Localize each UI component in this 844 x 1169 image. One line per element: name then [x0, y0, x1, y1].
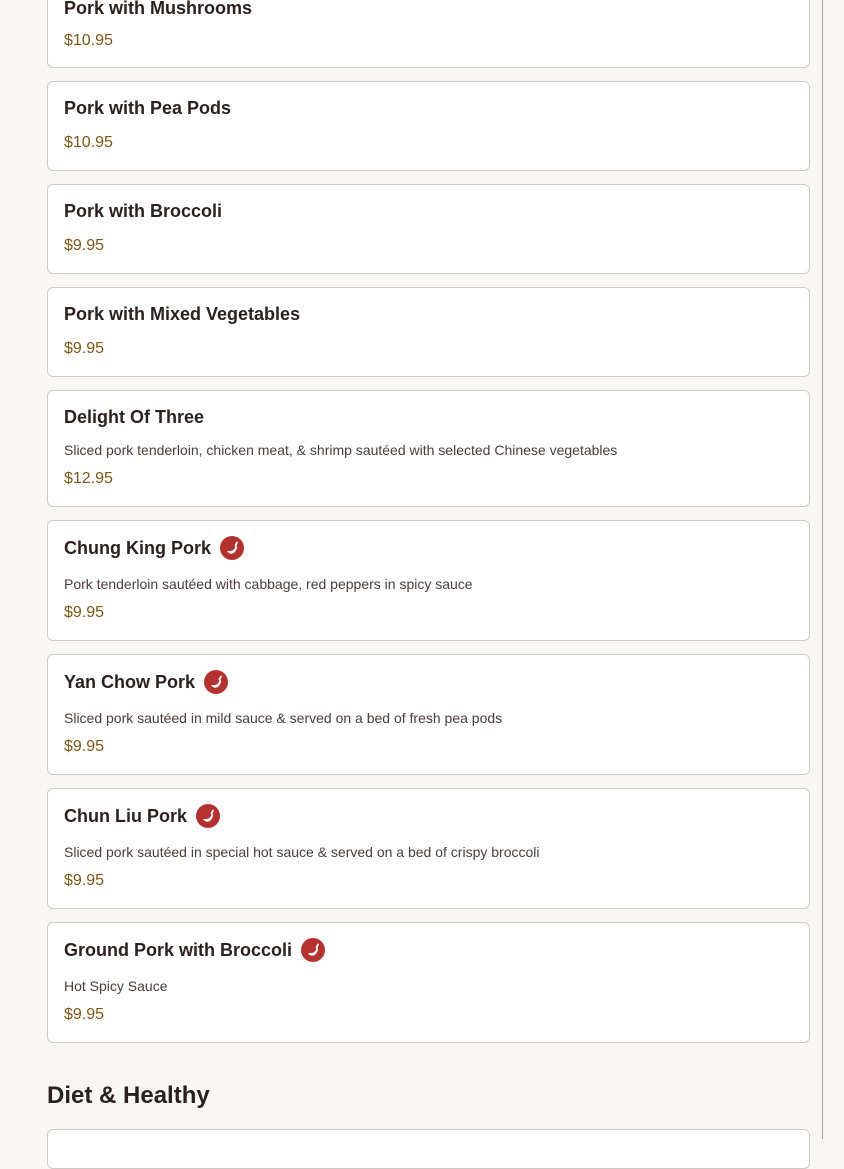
- chili-pepper-icon: [301, 938, 325, 962]
- menu-item-name: Delight Of Three: [64, 407, 205, 427]
- menu-item-card[interactable]: [47, 654, 810, 775]
- menu-item-name: Yan Chow Pork: [64, 671, 196, 692]
- menu-item-price: $9.95: [64, 340, 105, 357]
- menu-item-description: Hot Spicy Sauce: [64, 978, 168, 994]
- menu-item-name: Pork with Mixed Vegetables: [64, 304, 301, 324]
- chili-pepper-icon: [196, 804, 220, 828]
- menu-item-price: $9.95: [64, 1006, 105, 1023]
- menu-item-name-row: [64, 938, 325, 962]
- section-heading: Diet & Healthy: [47, 1082, 210, 1109]
- menu-item-name: Chung King Pork: [64, 537, 211, 558]
- menu-item-price: $9.95: [64, 872, 105, 889]
- menu-item-name: Chun Liu Pork: [64, 805, 187, 826]
- page-divider: [822, 0, 823, 1139]
- menu-item-price: $10.95: [64, 134, 113, 151]
- menu-item-description: Sliced pork tenderloin, chicken meat, & shrimp sautéed with selected Chinese vegetables: [64, 442, 618, 458]
- menu-item-name: Ground Pork with Broccoli: [64, 939, 293, 960]
- menu-item-name: Pork with Broccoli: [64, 201, 223, 221]
- menu-item-price: $12.95: [64, 470, 113, 487]
- menu-item-name: Pork with Pea Pods: [64, 98, 232, 118]
- menu-item-price: $9.95: [64, 738, 105, 755]
- menu-item-price: $10.95: [64, 32, 113, 49]
- chili-pepper-icon: [204, 670, 228, 694]
- menu-item-name: Pork with Mushrooms: [64, 0, 253, 18]
- chili-pepper-icon: [220, 536, 244, 560]
- menu-item-card[interactable]: [47, 520, 810, 641]
- menu-item-description: Sliced pork sautéed in special hot sauce & served on a bed of crispy broccoli: [64, 844, 540, 860]
- menu-item-price: $9.95: [64, 604, 105, 621]
- menu-item-name-row: [64, 536, 244, 560]
- menu-item-description: Pork tenderloin sautéed with cabbage, red peppers in spicy sauce: [64, 576, 473, 592]
- menu-item-name-row: [64, 670, 228, 694]
- menu-item-name-row: [64, 804, 220, 828]
- menu-item-card[interactable]: [47, 1129, 810, 1169]
- menu-item-card[interactable]: [47, 0, 810, 68]
- menu-item-card[interactable]: [47, 788, 810, 909]
- menu-item-description: Sliced pork sautéed in mild sauce & served on a bed of fresh pea pods: [64, 710, 503, 726]
- menu-item-card[interactable]: [47, 922, 810, 1043]
- menu-item-price: $9.95: [64, 237, 105, 254]
- menu-item-card[interactable]: [47, 184, 810, 274]
- menu-item-card[interactable]: [47, 81, 810, 171]
- menu-item-card[interactable]: [47, 287, 810, 377]
- menu-item-card[interactable]: [47, 390, 810, 507]
